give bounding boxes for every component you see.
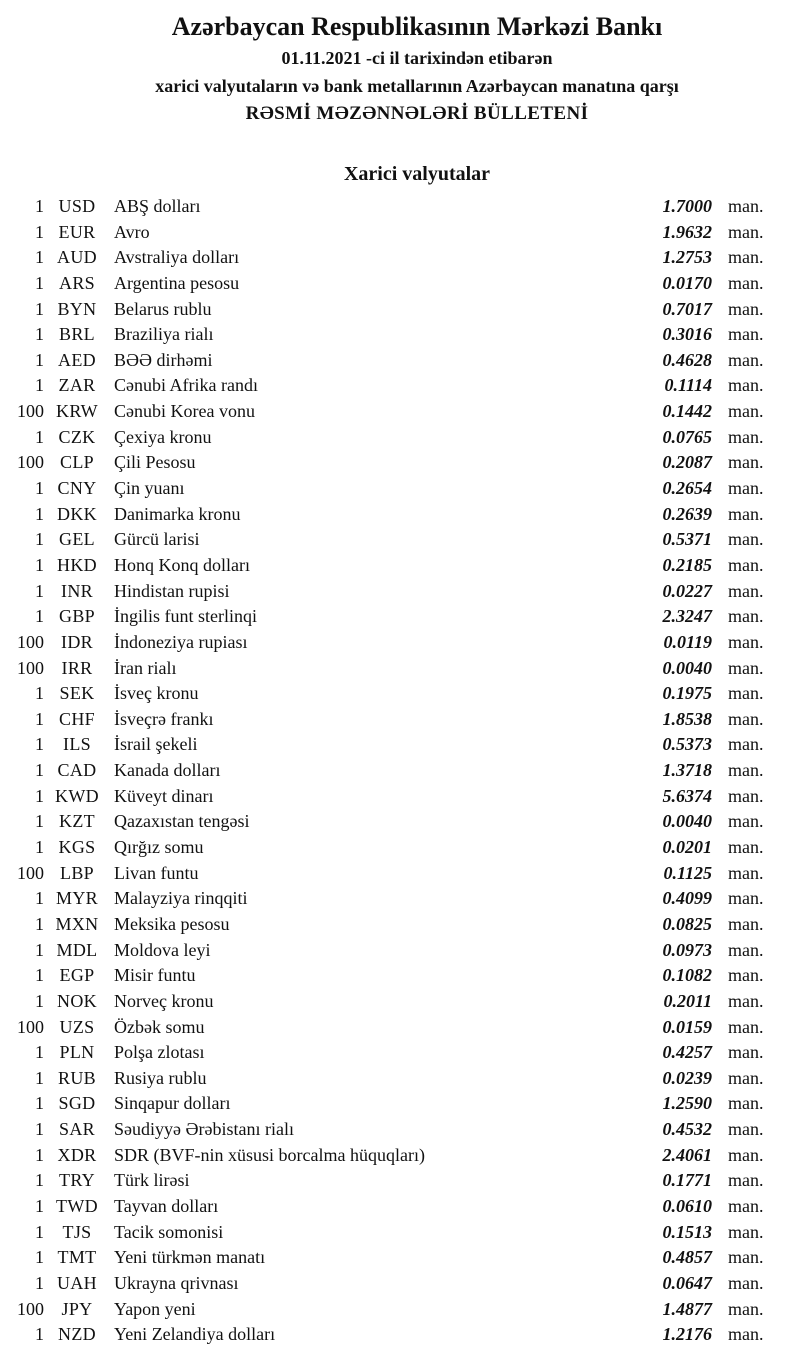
nominal-value: 1 bbox=[35, 375, 44, 396]
nominal-value: 1 bbox=[35, 298, 44, 319]
rate-row bbox=[4, 835, 786, 861]
nominal-value: 1 bbox=[35, 990, 44, 1011]
rate-value: 0.0610 bbox=[662, 1195, 712, 1216]
currency-code: XDR bbox=[57, 1144, 97, 1165]
rates-table bbox=[0, 194, 800, 1348]
rate-value: 1.9632 bbox=[662, 221, 712, 242]
unit-label: man. bbox=[728, 1247, 764, 1268]
rate-row bbox=[4, 373, 786, 399]
section-title: Xarici valyutalar bbox=[343, 163, 491, 185]
rate-row bbox=[4, 732, 786, 758]
rate-value: 0.5371 bbox=[662, 529, 712, 550]
currency-name: Ukrayna qrivnası bbox=[114, 1272, 239, 1293]
currency-code: SAR bbox=[59, 1119, 95, 1140]
currency-code: KGS bbox=[58, 837, 96, 858]
currency-name: ABŞ dolları bbox=[114, 196, 201, 216]
unit-label: man. bbox=[728, 1272, 764, 1293]
rate-row bbox=[4, 963, 786, 989]
currency-name: Qazaxıstan tengəsi bbox=[114, 811, 250, 832]
rate-value: 0.0647 bbox=[662, 1272, 712, 1293]
currency-name: Küveyt dinarı bbox=[114, 785, 214, 806]
nominal-value: 100 bbox=[17, 401, 44, 422]
nominal-value: 100 bbox=[17, 657, 44, 678]
currency-name: Tacik somonisi bbox=[114, 1221, 224, 1242]
unit-label: man. bbox=[728, 1170, 764, 1191]
rate-value: 0.4628 bbox=[662, 349, 712, 370]
currency-name: Türk lirəsi bbox=[114, 1170, 190, 1191]
currency-name: Sinqapur dolları bbox=[114, 1093, 231, 1114]
unit-label: man. bbox=[728, 529, 764, 550]
rate-row bbox=[4, 348, 786, 374]
currency-name: İngilis funt sterlinqi bbox=[114, 606, 257, 627]
nominal-value: 1 bbox=[35, 811, 44, 832]
unit-label: man. bbox=[728, 1324, 764, 1345]
rate-row bbox=[4, 399, 786, 425]
currency-name: Yeni Zelandiya dolları bbox=[114, 1324, 276, 1345]
rate-row bbox=[4, 245, 786, 271]
rate-value: 1.3718 bbox=[662, 760, 712, 781]
currency-code: CLP bbox=[60, 452, 94, 473]
currency-name: Çin yuanı bbox=[114, 478, 185, 499]
rate-row bbox=[4, 1322, 786, 1348]
currency-code: KWD bbox=[55, 785, 99, 806]
rate-value: 1.2176 bbox=[662, 1324, 712, 1345]
rate-row bbox=[4, 1220, 786, 1246]
unit-label: man. bbox=[728, 272, 764, 293]
rate-row bbox=[4, 322, 786, 348]
currency-name: Livan funtu bbox=[114, 862, 199, 883]
rate-row bbox=[4, 553, 786, 579]
unit-label: man. bbox=[728, 554, 764, 575]
rate-value: 0.1442 bbox=[662, 401, 712, 422]
unit-label: man. bbox=[728, 1195, 764, 1216]
rate-value: 0.0227 bbox=[662, 580, 712, 601]
currency-code: PLN bbox=[59, 1042, 95, 1063]
rate-row bbox=[4, 681, 786, 707]
rate-row bbox=[4, 220, 786, 246]
rate-value: 0.1513 bbox=[662, 1221, 712, 1242]
rate-value: 0.2639 bbox=[662, 503, 712, 524]
currency-code: KRW bbox=[56, 401, 98, 422]
unit-label: man. bbox=[728, 760, 764, 781]
currency-name: Avro bbox=[114, 221, 150, 242]
nominal-value: 1 bbox=[35, 426, 44, 447]
rate-row bbox=[4, 912, 786, 938]
rate-value: 0.4857 bbox=[662, 1247, 712, 1268]
rate-value: 0.4257 bbox=[662, 1042, 712, 1063]
rate-value: 0.0040 bbox=[662, 657, 712, 678]
unit-label: man. bbox=[728, 1016, 764, 1037]
nominal-value: 1 bbox=[35, 837, 44, 858]
nominal-value: 100 bbox=[17, 1298, 44, 1319]
nominal-value: 1 bbox=[35, 529, 44, 550]
nominal-value: 1 bbox=[35, 1195, 44, 1216]
unit-label: man. bbox=[728, 631, 764, 652]
nominal-value: 1 bbox=[35, 683, 44, 704]
rate-row bbox=[4, 476, 786, 502]
rate-value: 2.4061 bbox=[662, 1144, 712, 1165]
unit-label: man. bbox=[728, 452, 764, 473]
currency-name: Kanada dolları bbox=[114, 760, 221, 781]
rate-value: 1.2753 bbox=[662, 247, 712, 268]
rate-value: 0.7017 bbox=[662, 298, 712, 319]
rate-row bbox=[4, 656, 786, 682]
nominal-value: 1 bbox=[35, 606, 44, 627]
rate-row bbox=[4, 1143, 786, 1169]
currency-code: EUR bbox=[58, 221, 96, 242]
rate-row bbox=[4, 527, 786, 553]
unit-label: man. bbox=[728, 734, 764, 755]
nominal-value: 1 bbox=[35, 1042, 44, 1063]
unit-label: man. bbox=[728, 1042, 764, 1063]
rate-value: 0.1125 bbox=[663, 862, 712, 883]
currency-name: Moldova leyi bbox=[114, 939, 211, 960]
nominal-value: 1 bbox=[35, 554, 44, 575]
currency-name: Braziliya rialı bbox=[114, 324, 214, 345]
currency-name: Norveç kronu bbox=[114, 990, 214, 1011]
nominal-value: 100 bbox=[17, 452, 44, 473]
currency-code: TMT bbox=[57, 1247, 97, 1268]
currency-name: Rusiya rublu bbox=[114, 1067, 207, 1088]
unit-label: man. bbox=[728, 349, 764, 370]
rate-row bbox=[4, 809, 786, 835]
currency-name: İsveç kronu bbox=[114, 683, 199, 704]
rate-row bbox=[4, 784, 786, 810]
currency-name: Gürcü larisi bbox=[114, 529, 200, 550]
bank-name-title: Azərbaycan Respublikasının Mərkəzi Bankı bbox=[171, 12, 663, 41]
currency-code: CAD bbox=[57, 760, 97, 781]
rate-row bbox=[4, 297, 786, 323]
rate-value: 0.0973 bbox=[662, 939, 712, 960]
unit-label: man. bbox=[728, 401, 764, 422]
currency-name: Cənubi Korea vonu bbox=[114, 401, 255, 422]
rate-value: 0.2654 bbox=[662, 478, 712, 499]
currency-name: İran rialı bbox=[114, 657, 177, 678]
nominal-value: 1 bbox=[35, 324, 44, 345]
rate-row bbox=[4, 425, 786, 451]
nominal-value: 1 bbox=[35, 708, 44, 729]
rate-row bbox=[4, 1297, 786, 1323]
rate-value: 5.6374 bbox=[662, 785, 712, 806]
rate-row bbox=[4, 630, 786, 656]
nominal-value: 1 bbox=[35, 888, 44, 909]
currency-code: GBP bbox=[59, 606, 95, 627]
nominal-value: 1 bbox=[35, 247, 44, 268]
unit-label: man. bbox=[728, 580, 764, 601]
rate-row bbox=[4, 1015, 786, 1041]
nominal-value: 100 bbox=[17, 631, 44, 652]
currency-name: Hindistan rupisi bbox=[114, 580, 230, 601]
rate-row bbox=[4, 989, 786, 1015]
currency-name: BƏƏ dirhəmi bbox=[114, 349, 213, 370]
unit-label: man. bbox=[728, 196, 764, 216]
rate-value: 0.1114 bbox=[664, 375, 712, 396]
rate-row bbox=[4, 938, 786, 964]
currency-code: IRR bbox=[61, 657, 93, 678]
currency-code: ZAR bbox=[58, 375, 96, 396]
rate-value: 0.2087 bbox=[662, 452, 712, 473]
unit-label: man. bbox=[728, 1093, 764, 1114]
currency-code: SEK bbox=[59, 683, 95, 704]
currency-code: TWD bbox=[56, 1195, 98, 1216]
rate-row bbox=[4, 450, 786, 476]
nominal-value: 1 bbox=[35, 272, 44, 293]
unit-label: man. bbox=[728, 785, 764, 806]
currency-code: CNY bbox=[57, 478, 97, 499]
unit-label: man. bbox=[728, 913, 764, 934]
nominal-value: 1 bbox=[35, 1170, 44, 1191]
unit-label: man. bbox=[728, 221, 764, 242]
bulletin-title: RƏSMİ MƏZƏNNƏLƏRİ BÜLLETENİ bbox=[245, 103, 589, 124]
rate-value: 0.4532 bbox=[662, 1119, 712, 1140]
currency-name: Avstraliya dolları bbox=[114, 247, 240, 268]
rate-value: 0.1082 bbox=[662, 965, 712, 986]
unit-label: man. bbox=[728, 375, 764, 396]
currency-name: İndoneziya rupiası bbox=[114, 631, 248, 652]
rate-value: 0.0040 bbox=[662, 811, 712, 832]
unit-label: man. bbox=[728, 708, 764, 729]
currency-code: INR bbox=[61, 580, 93, 601]
unit-label: man. bbox=[728, 837, 764, 858]
rate-row bbox=[4, 707, 786, 733]
document-header bbox=[0, 0, 800, 128]
rate-row bbox=[4, 194, 786, 220]
currency-code: GEL bbox=[59, 529, 95, 550]
currency-code: HKD bbox=[57, 554, 97, 575]
rate-row bbox=[4, 1271, 786, 1297]
currency-name: Qırğız somu bbox=[114, 837, 204, 858]
currency-code: JPY bbox=[61, 1298, 93, 1319]
rate-value: 1.7000 bbox=[662, 196, 712, 216]
currency-code: BYN bbox=[57, 298, 97, 319]
rate-row bbox=[4, 1194, 786, 1220]
currency-name: Honq Konq dolları bbox=[114, 554, 250, 575]
unit-label: man. bbox=[728, 1144, 764, 1165]
currency-code: BRL bbox=[59, 324, 95, 345]
nominal-value: 1 bbox=[35, 1093, 44, 1114]
currency-code: TRY bbox=[59, 1170, 95, 1191]
unit-label: man. bbox=[728, 503, 764, 524]
unit-label: man. bbox=[728, 888, 764, 909]
nominal-value: 1 bbox=[35, 913, 44, 934]
currency-code: NOK bbox=[57, 990, 97, 1011]
nominal-value: 1 bbox=[35, 939, 44, 960]
currency-code: UAH bbox=[57, 1272, 97, 1293]
unit-label: man. bbox=[728, 1298, 764, 1319]
currency-name: Yeni türkmən manatı bbox=[114, 1247, 266, 1268]
rate-row bbox=[4, 1168, 786, 1194]
rate-value: 1.4877 bbox=[662, 1298, 712, 1319]
rate-value: 0.3016 bbox=[662, 324, 712, 345]
rate-value: 2.3247 bbox=[662, 606, 712, 627]
currency-name: Özbək somu bbox=[114, 1016, 205, 1037]
rate-value: 1.2590 bbox=[662, 1093, 712, 1114]
currency-name: Argentina pesosu bbox=[114, 272, 240, 293]
rate-value: 1.8538 bbox=[662, 708, 712, 729]
unit-label: man. bbox=[728, 939, 764, 960]
unit-label: man. bbox=[728, 247, 764, 268]
rate-value: 0.5373 bbox=[662, 734, 712, 755]
currency-name: İsrail şekeli bbox=[114, 734, 198, 755]
date-line: 01.11.2021 -ci il tarixindən etibarən bbox=[281, 48, 553, 68]
unit-label: man. bbox=[728, 657, 764, 678]
rate-value: 0.0170 bbox=[662, 272, 712, 293]
rate-value: 0.0159 bbox=[662, 1016, 712, 1037]
currency-name: Belarus rublu bbox=[114, 298, 212, 319]
rate-row bbox=[4, 861, 786, 887]
currency-name: Çili Pesosu bbox=[114, 452, 196, 473]
nominal-value: 100 bbox=[17, 862, 44, 883]
rate-value: 0.0825 bbox=[662, 913, 712, 934]
currency-name: Tayvan dolları bbox=[114, 1195, 219, 1216]
rate-value: 0.1771 bbox=[662, 1170, 712, 1191]
rate-value: 0.4099 bbox=[662, 888, 712, 909]
currency-code: MXN bbox=[55, 913, 99, 934]
nominal-value: 1 bbox=[35, 785, 44, 806]
rate-row bbox=[4, 579, 786, 605]
nominal-value: 1 bbox=[35, 1324, 44, 1345]
unit-label: man. bbox=[728, 298, 764, 319]
rate-row bbox=[4, 1117, 786, 1143]
rate-value: 0.2185 bbox=[662, 554, 712, 575]
unit-label: man. bbox=[728, 965, 764, 986]
nominal-value: 1 bbox=[35, 196, 44, 216]
rate-row bbox=[4, 502, 786, 528]
unit-label: man. bbox=[728, 478, 764, 499]
nominal-value: 1 bbox=[35, 503, 44, 524]
nominal-value: 1 bbox=[35, 734, 44, 755]
subject-line: xarici valyutaların və bank metallarının Azərbaycan manatına qarşı bbox=[155, 76, 679, 96]
currency-code: UZS bbox=[59, 1016, 95, 1037]
currency-name: İsveçrə frankı bbox=[114, 708, 214, 729]
currency-name: Malayziya rinqqiti bbox=[114, 888, 248, 909]
currency-name: Yapon yeni bbox=[114, 1298, 196, 1319]
nominal-value: 1 bbox=[35, 1144, 44, 1165]
nominal-value: 1 bbox=[35, 1067, 44, 1088]
nominal-value: 1 bbox=[35, 1119, 44, 1140]
currency-code: KZT bbox=[59, 811, 95, 832]
rate-value: 0.0201 bbox=[662, 837, 712, 858]
rate-row bbox=[4, 1066, 786, 1092]
currency-code: EGP bbox=[59, 965, 95, 986]
currency-name: Meksika pesosu bbox=[114, 913, 230, 934]
unit-label: man. bbox=[728, 683, 764, 704]
rate-row bbox=[4, 886, 786, 912]
nominal-value: 1 bbox=[35, 1272, 44, 1293]
rate-row bbox=[4, 1245, 786, 1271]
currency-code: CZK bbox=[58, 426, 96, 447]
currency-code: NZD bbox=[58, 1324, 96, 1345]
currency-code: ARS bbox=[59, 272, 95, 293]
rate-value: 0.0765 bbox=[662, 426, 712, 447]
currency-code: RUB bbox=[58, 1067, 96, 1088]
currency-name: Çexiya kronu bbox=[114, 426, 212, 447]
rate-value: 0.1975 bbox=[662, 683, 712, 704]
currency-name: SDR (BVF-nin xüsusi borcalma hüquqları) bbox=[114, 1144, 425, 1165]
currency-code: USD bbox=[58, 196, 96, 216]
currency-code: AED bbox=[58, 349, 96, 370]
rate-value: 0.2011 bbox=[663, 990, 712, 1011]
currency-name: Danimarka kronu bbox=[114, 503, 241, 524]
nominal-value: 1 bbox=[35, 580, 44, 601]
unit-label: man. bbox=[728, 426, 764, 447]
nominal-value: 100 bbox=[17, 1016, 44, 1037]
rate-row bbox=[4, 758, 786, 784]
currency-code: DKK bbox=[57, 503, 97, 524]
rate-row bbox=[4, 271, 786, 297]
currency-code: LBP bbox=[60, 862, 94, 883]
rate-value: 0.0119 bbox=[663, 631, 712, 652]
unit-label: man. bbox=[728, 1221, 764, 1242]
currency-name: Səudiyyə Ərəbistanı rialı bbox=[114, 1119, 294, 1140]
rate-row bbox=[4, 604, 786, 630]
currency-code: MDL bbox=[56, 939, 98, 960]
currency-code: SGD bbox=[58, 1093, 96, 1114]
currency-code: MYR bbox=[56, 888, 98, 909]
nominal-value: 1 bbox=[35, 478, 44, 499]
currency-code: ILS bbox=[63, 734, 91, 755]
currency-name: Cənubi Afrika randı bbox=[114, 375, 258, 396]
nominal-value: 1 bbox=[35, 221, 44, 242]
rate-row bbox=[4, 1091, 786, 1117]
currency-name: Misir funtu bbox=[114, 965, 196, 986]
rate-value: 0.0239 bbox=[662, 1067, 712, 1088]
rate-row bbox=[4, 1040, 786, 1066]
nominal-value: 1 bbox=[35, 349, 44, 370]
nominal-value: 1 bbox=[35, 1247, 44, 1268]
currency-code: AUD bbox=[57, 247, 97, 268]
unit-label: man. bbox=[728, 811, 764, 832]
nominal-value: 1 bbox=[35, 760, 44, 781]
nominal-value: 1 bbox=[35, 1221, 44, 1242]
unit-label: man. bbox=[728, 1067, 764, 1088]
currency-code: TJS bbox=[62, 1221, 92, 1242]
unit-label: man. bbox=[728, 990, 764, 1011]
unit-label: man. bbox=[728, 862, 764, 883]
currency-name: Polşa zlotası bbox=[114, 1042, 205, 1063]
unit-label: man. bbox=[728, 324, 764, 345]
currency-code: IDR bbox=[61, 631, 93, 652]
nominal-value: 1 bbox=[35, 965, 44, 986]
unit-label: man. bbox=[728, 1119, 764, 1140]
unit-label: man. bbox=[728, 606, 764, 627]
currency-code: CHF bbox=[59, 708, 95, 729]
